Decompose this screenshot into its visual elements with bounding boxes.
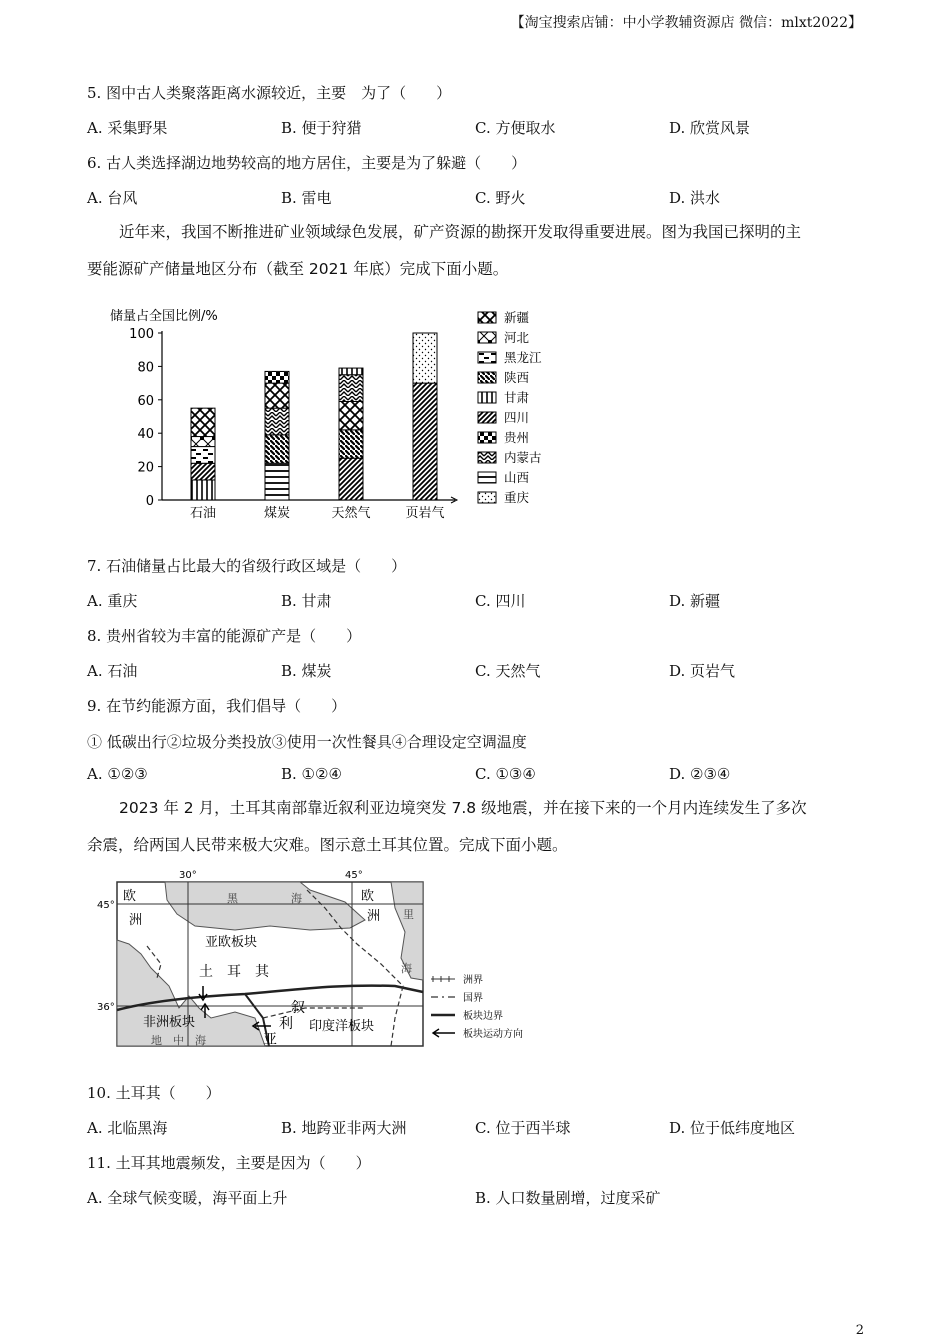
map-label-syria-3: 亚 — [263, 1032, 277, 1048]
q10-option-d: D. 位于低纬度地区 — [669, 1119, 796, 1137]
map-label-caspian-2: 海 — [401, 962, 412, 975]
energy-reserve-chart — [100, 300, 570, 530]
q9-option-a: A. ①②③ — [87, 765, 148, 783]
chart-bar-segment — [265, 371, 289, 383]
chart-y-tick-label: 60 — [137, 393, 154, 409]
chart-legend-swatch — [478, 472, 496, 483]
map-label-african-plate: 非洲板块 — [143, 1015, 196, 1030]
chart-category-label: 煤炭 — [263, 506, 291, 521]
chart-bar-segment — [191, 463, 215, 480]
q10-stem: 10. 土耳其（ ） — [87, 1084, 221, 1102]
chart-legend-label: 重庆 — [504, 490, 530, 505]
lon-label-30: 30° — [179, 870, 197, 881]
q10-option-a: A. 北临黑海 — [87, 1119, 168, 1137]
passage-earthquake — [87, 790, 862, 864]
chart-legend-swatch — [478, 352, 496, 363]
map-label-turkey: 土 耳 其 — [199, 964, 269, 980]
chart-legend-swatch — [478, 312, 496, 323]
lat-label-36: 36° — [97, 1002, 115, 1013]
q5-option-c: C. 方便取水 — [475, 119, 556, 137]
chart-legend-swatch — [478, 492, 496, 503]
page-number: 2 — [855, 1323, 864, 1338]
chart-bar-segment — [339, 401, 363, 429]
passage-earthquake-line1: 2023 年 2 月，土耳其南部靠近叙利亚边境突发 7.8 级地震，并在接下来的一个月内连续发生了多次 — [119, 799, 807, 817]
chart-y-tick-label: 80 — [137, 360, 154, 376]
lon-label-45: 45° — [345, 870, 363, 881]
map-legend — [431, 973, 523, 1040]
chart-legend-swatch — [478, 432, 496, 443]
map-legend-border: 国界 — [463, 993, 483, 1004]
q9-items: ① 低碳出行②垃圾分类投放③使用一次性餐具④合理设定空调温度 — [87, 733, 527, 751]
q7-option-b: B. 甘肃 — [281, 592, 332, 610]
chart-category-label: 页岩气 — [405, 506, 445, 521]
map-label-syria-2: 利 — [279, 1016, 293, 1032]
q9-option-b: B. ①②④ — [281, 765, 342, 783]
map-label-europe-left-1: 欧 — [123, 889, 137, 904]
chart-bar-segment — [265, 408, 289, 435]
map-label-europe-left-2: 洲 — [129, 913, 143, 928]
passage-energy — [87, 214, 862, 288]
map-legend-continent: 洲界 — [463, 975, 483, 986]
q9-option-c: C. ①③④ — [475, 765, 536, 783]
map-label-black-sea-2: 海 — [291, 892, 302, 905]
map-label-syria-1: 叙 — [291, 1000, 305, 1016]
q6-option-a: A. 台风 — [87, 189, 138, 207]
chart-ylabel: 储量占全国比例/% — [110, 309, 218, 324]
chart-legend-label: 河北 — [504, 330, 530, 345]
q6-stem: 6. 古人类选择湖边地势较高的地方居住，主要是为了躲避（ ） — [87, 154, 527, 172]
q7-stem: 7. 石油储量占比最大的省级行政区域是（ ） — [87, 557, 407, 575]
chart-bar-segment — [339, 458, 363, 500]
lat-label-45: 45° — [97, 900, 115, 911]
q8-option-a: A. 石油 — [87, 662, 138, 680]
q5-stem: 5. 图中古人类聚落距离水源较近，主要 为了（ ） — [87, 84, 452, 102]
chart-legend-swatch — [478, 372, 496, 383]
q5-option-d: D. 欣赏风景 — [669, 119, 751, 137]
q9-option-d: D. ②③④ — [669, 765, 731, 783]
chart-category-label: 天然气 — [331, 506, 371, 521]
chart-legend-label: 四川 — [504, 410, 530, 425]
q11-option-a: A. 全球气候变暖，海平面上升 — [87, 1189, 288, 1207]
chart-bar-segment — [265, 435, 289, 463]
chart-legend-label: 山西 — [504, 470, 530, 485]
chart-bar-segment — [339, 375, 363, 402]
q7-option-d: D. 新疆 — [669, 592, 721, 610]
q6-option-b: B. 雷电 — [281, 189, 332, 207]
chart-bar-segment — [339, 430, 363, 458]
q11-option-b: B. 人口数量剧增，过度采矿 — [475, 1189, 661, 1207]
passage-energy-line1: 近年来，我国不断推进矿业领域绿色发展，矿产资源的勘探开发取得重要进展。图为我国已探明的主 — [119, 223, 802, 241]
q6-option-c: C. 野火 — [475, 189, 526, 207]
chart-legend-label: 内蒙古 — [504, 450, 542, 465]
chart-y-tick-label: 0 — [145, 494, 154, 509]
map-label-europe-right-2: 洲 — [367, 909, 381, 924]
page-header: 【淘宝搜索店铺：中小学教辅资源店 微信：mlxt2022】 — [510, 15, 862, 31]
chart-legend-swatch — [478, 332, 496, 343]
q9-stem: 9. 在节约能源方面，我们倡导（ ） — [87, 697, 347, 715]
map-legend-plate-boundary: 板块边界 — [463, 1011, 503, 1022]
turkey-location-map — [95, 868, 545, 1053]
chart-category-label: 石油 — [189, 506, 217, 521]
map-label-eurasian-plate: 亚欧板块 — [205, 935, 258, 950]
chart-bar-segment — [339, 368, 363, 375]
q8-stem: 8. 贵州省较为丰富的能源矿产是（ ） — [87, 627, 362, 645]
q10-option-c: C. 位于西半球 — [475, 1119, 571, 1137]
q5-option-b: B. 便于狩猎 — [281, 119, 362, 137]
q10-option-b: B. 地跨亚非两大洲 — [281, 1119, 407, 1137]
chart-legend-label: 新疆 — [504, 310, 530, 325]
map-label-mediterranean: 地 中 海 — [151, 1034, 206, 1047]
chart-bar-segment — [265, 383, 289, 408]
q8-option-b: B. 煤炭 — [281, 662, 332, 680]
chart-legend-label: 甘肃 — [504, 390, 530, 405]
chart-y-tick-label: 40 — [137, 427, 154, 443]
chart-bar-segment — [413, 333, 437, 383]
chart-legend-label: 陕西 — [504, 370, 530, 385]
map-label-europe-right-1: 欧 — [361, 889, 375, 904]
chart-bar-segment — [191, 480, 215, 500]
map-label-black-sea-1: 黑 — [227, 892, 238, 905]
chart-y-tick-label: 20 — [137, 460, 154, 476]
passage-earthquake-line2: 余震，给两国人民带来极大灾难。图示意土耳其位置。完成下面小题。 — [87, 836, 568, 854]
chart-legend-label: 黑龙江 — [504, 350, 542, 365]
chart-bar-segment — [265, 463, 289, 500]
chart-legend-label: 贵州 — [504, 430, 530, 445]
chart-bar-segment — [413, 383, 437, 500]
chart-legend-swatch — [478, 452, 496, 463]
map-label-indian-plate: 印度洋板块 — [309, 1019, 375, 1034]
chart-bar-segment — [191, 437, 215, 447]
q8-option-c: C. 天然气 — [475, 662, 541, 680]
chart-bar-segment — [191, 408, 215, 436]
chart-legend-swatch — [478, 392, 496, 403]
q6-option-d: D. 洪水 — [669, 189, 721, 207]
q7-option-a: A. 重庆 — [87, 592, 138, 610]
chart-legend-swatch — [478, 412, 496, 423]
passage-energy-line2: 要能源矿产储量地区分布（截至 2021 年底）完成下面小题。 — [87, 260, 509, 278]
q7-option-c: C. 四川 — [475, 592, 526, 610]
q11-stem: 11. 土耳其地震频发，主要是因为（ ） — [87, 1154, 371, 1172]
chart-y-tick-label: 100 — [129, 327, 154, 342]
chart-bar-segment — [191, 447, 215, 464]
q8-option-d: D. 页岩气 — [669, 662, 736, 680]
q5-option-a: A. 采集野果 — [87, 119, 168, 137]
map-legend-plate-motion: 板块运动方向 — [463, 1029, 523, 1040]
map-label-caspian-1: 里 — [403, 908, 414, 921]
